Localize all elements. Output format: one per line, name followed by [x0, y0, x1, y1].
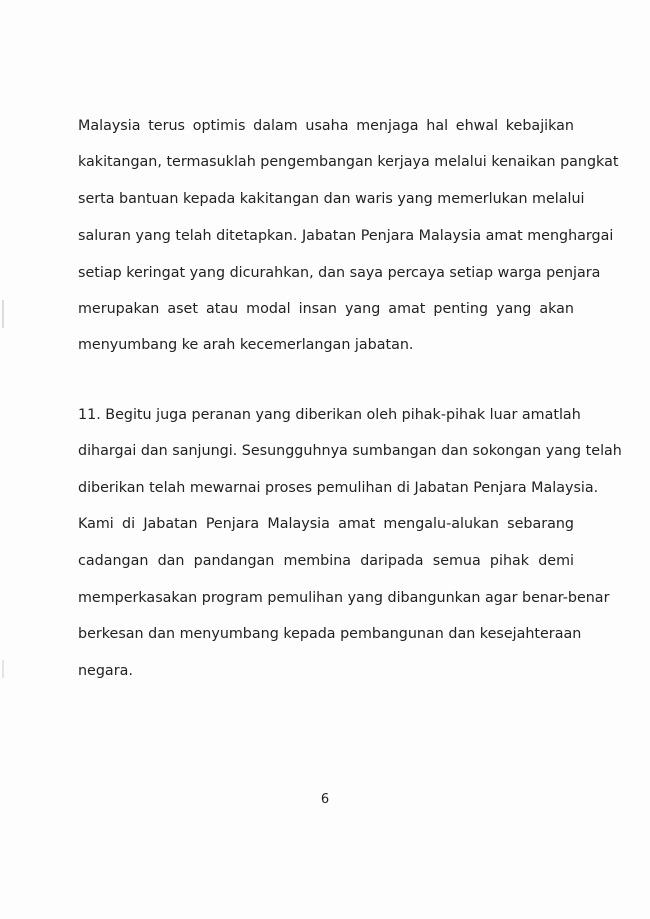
paragraph-1-line: kakitangan, termasuklah pengembangan kerjaya melalui kenaikan pangkat	[78, 154, 619, 170]
paragraph-2-line: cadangan dan pandangan membina daripada semua pihak demi	[78, 553, 574, 569]
paragraph-1-line: Malaysia terus optimis dalam usaha menjaga hal ehwal kebajikan	[78, 118, 574, 134]
paragraph-2-line: dihargai dan sanjungi. Sesungguhnya sumbangan dan sokongan yang telah	[78, 443, 622, 459]
paragraph-2-line: memperkasakan program pemulihan yang dibangunkan agar benar-benar	[78, 590, 610, 606]
paragraph-2-line: diberikan telah mewarnai proses pemulihan di Jabatan Penjara Malaysia.	[78, 480, 599, 496]
paragraph-1-line: menyumbang ke arah kecemerlangan jabatan.	[78, 337, 414, 353]
scan-mark	[2, 660, 4, 678]
paragraph-1-line: setiap keringat yang dicurahkan, dan saya percaya setiap warga penjara	[78, 265, 601, 281]
page-number: 6	[320, 792, 330, 807]
paragraph-2-line: Kami di Jabatan Penjara Malaysia amat mengalu-alukan sebarang	[78, 516, 574, 532]
paragraph-1-line: merupakan aset atau modal insan yang amat penting yang akan	[78, 301, 574, 317]
paragraph-1-line: saluran yang telah ditetapkan. Jabatan Penjara Malaysia amat menghargai	[78, 228, 614, 244]
paragraph-2-line: berkesan dan menyumbang kepada pembangunan dan kesejahteraan	[78, 626, 582, 642]
paragraph-2-line: negara.	[78, 663, 133, 679]
paragraph-1-line: serta bantuan kepada kakitangan dan waris yang memerlukan melalui	[78, 191, 585, 207]
paragraph-2-line: 11. Begitu juga peranan yang diberikan oleh pihak-pihak luar amatlah	[78, 407, 581, 423]
scan-mark	[2, 300, 4, 328]
